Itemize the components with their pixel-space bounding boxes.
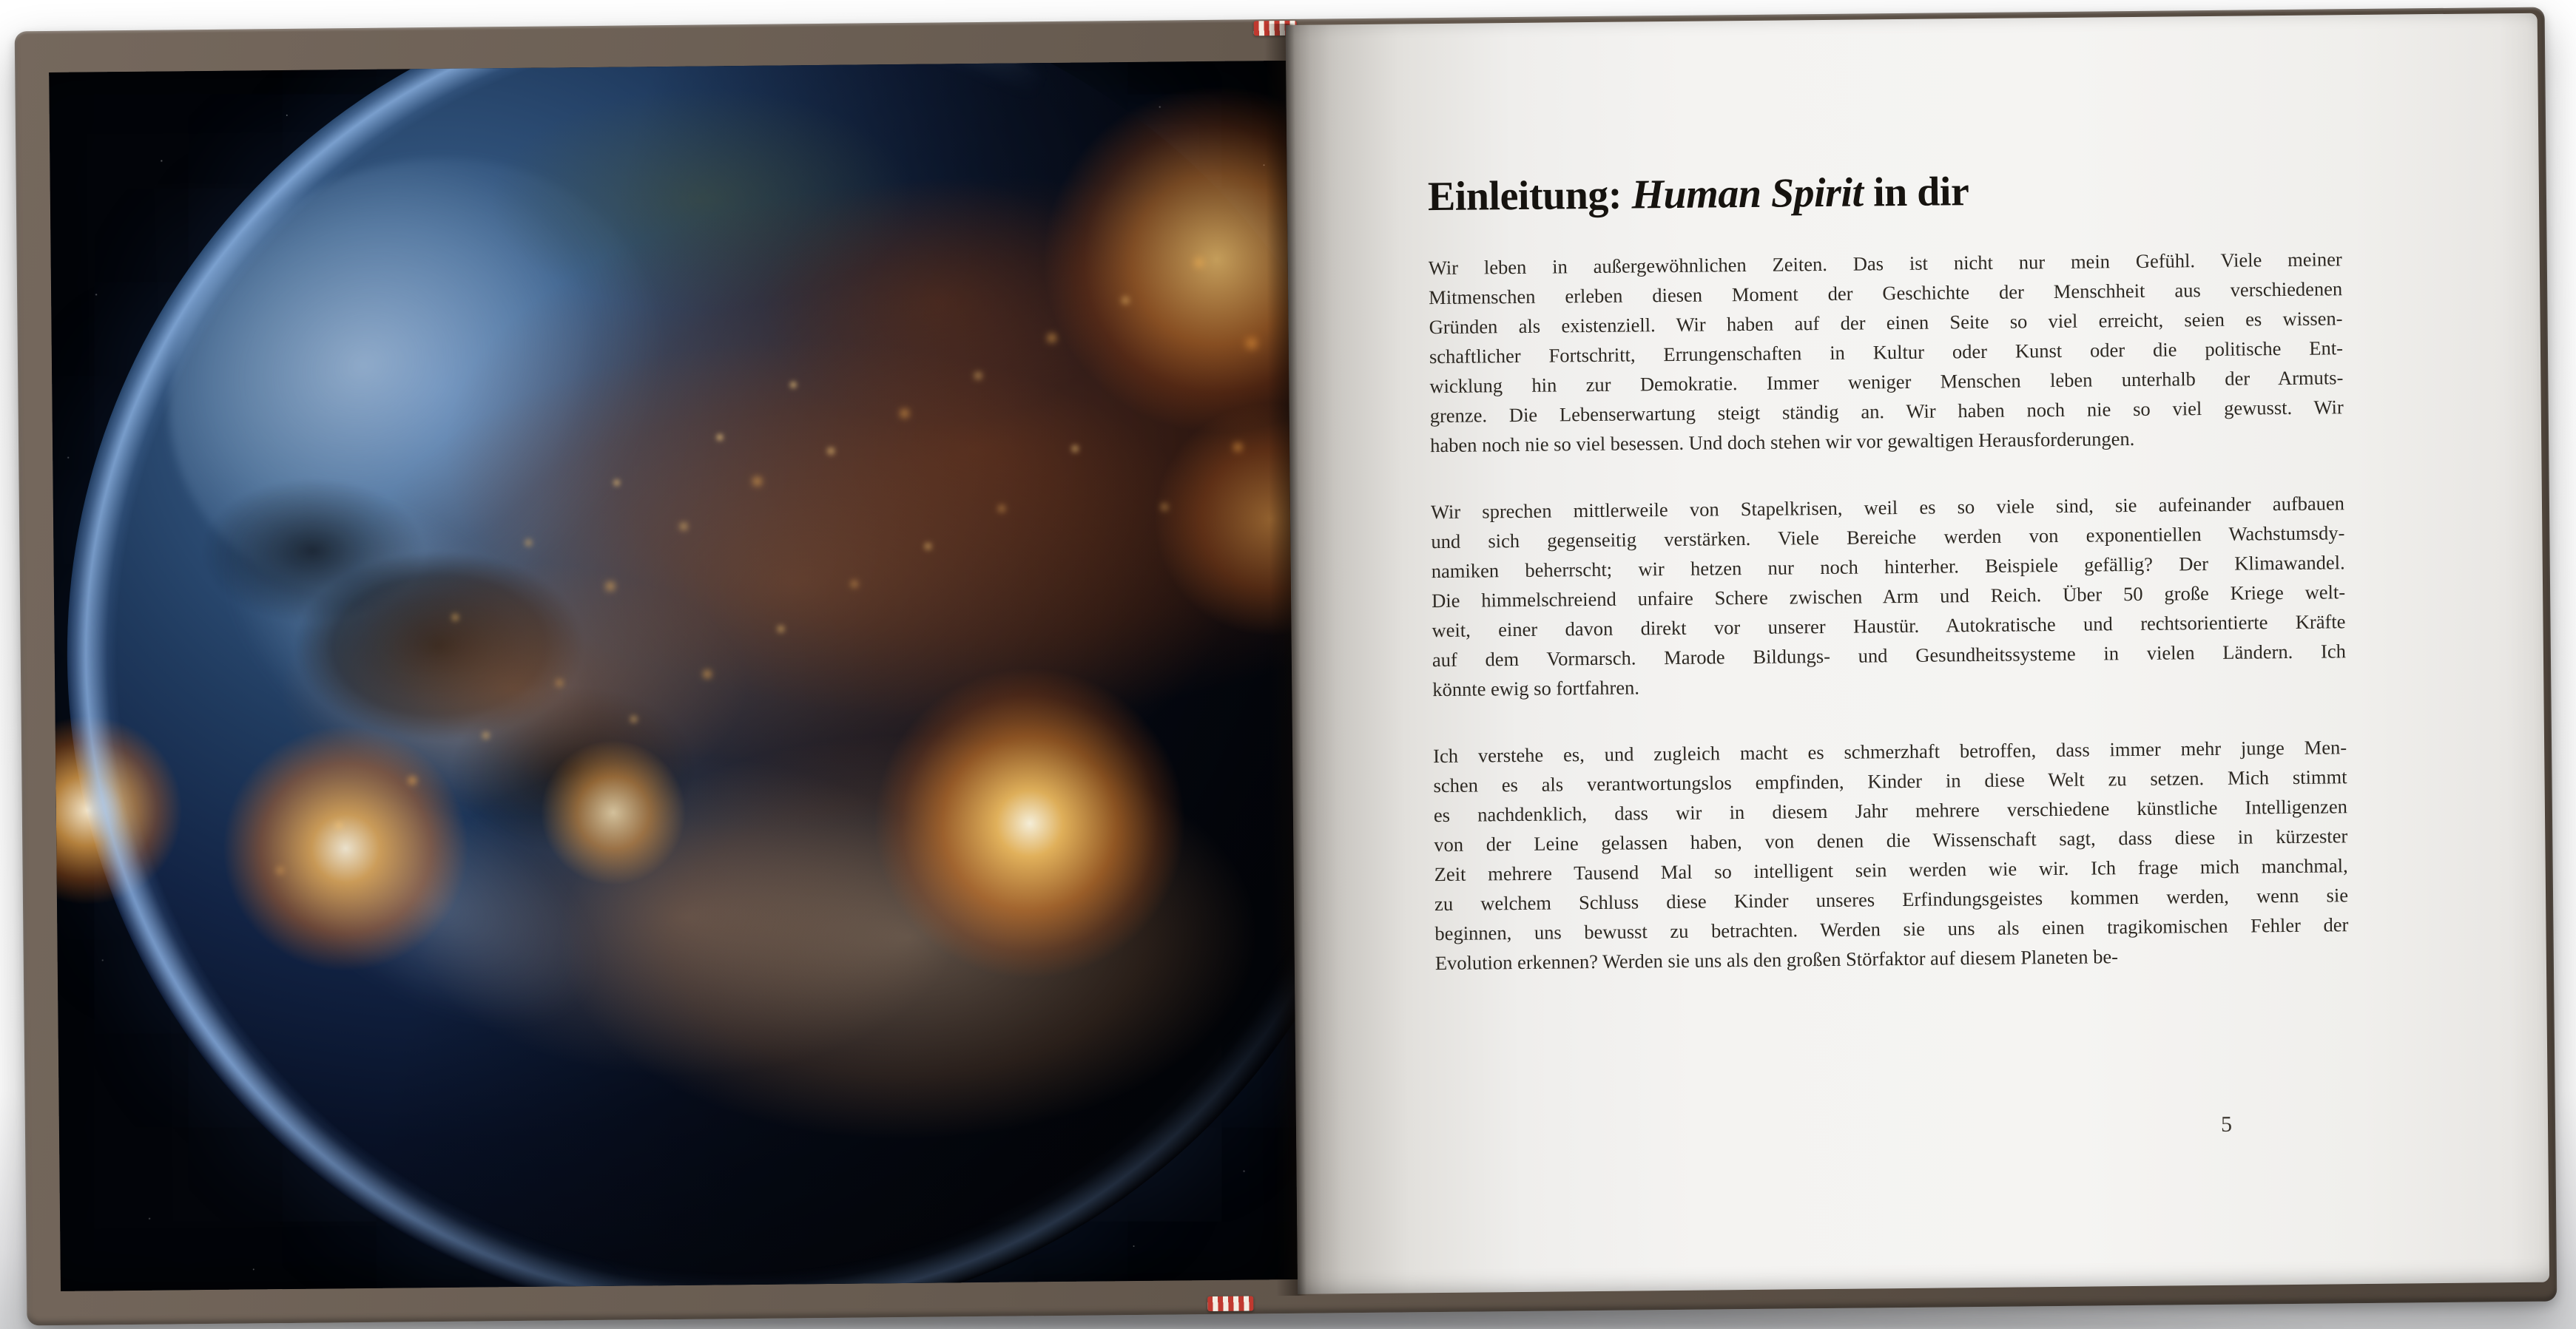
paragraph: [1433, 732, 2349, 978]
text-line: Wir sprechen mittlerweile von Stapelkrisen, weil es so viele sind, sie aufeinander aufbauen: [1430, 492, 2345, 524]
text-line: auf dem Vormarsch. Marode Bildungs- und Gesundheitssysteme in vielen Ländern. Ich: [1432, 640, 2347, 672]
body-text: [1429, 244, 2349, 978]
chapter-title-suffix: in dir: [1863, 169, 1969, 216]
text-line: Die himmelschreiend unfaire Schere zwischen Arm und Reich. Über 50 große Kriege welt-: [1432, 581, 2346, 612]
page-number: 5: [2220, 1112, 2233, 1137]
atmosphere-rim-bottom: [61, 61, 1298, 1291]
open-book: [15, 7, 2558, 1326]
text-line: Zeit mehrere Tausend Mal so intelligent sein werden wie wir. Ich frage mich manchmal,: [1434, 854, 2348, 886]
chapter-title: [1428, 164, 2342, 220]
text-line: es nachdenklich, dass wir in diesem Jahr mehrere verschiedene künstliche Intelligenzen: [1433, 795, 2348, 827]
text-line: Ich verstehe es, und zugleich macht es schmerzhaft betroffen, dass immer mehr junge Men-: [1433, 736, 2347, 768]
text-line: könnte ewig so fortfahren.: [1432, 676, 1640, 701]
text-line: beginnen, uns bewusst zu betrachten. Werden sie uns als einen tragikomischen Fehler der: [1434, 913, 2349, 945]
spine-headband-bottom: [1207, 1296, 1253, 1311]
text-line: weit, einer davon direkt vor unserer Haustür. Autokratische und rechtsorientierte Kräfte: [1432, 610, 2346, 642]
text-line: grenze. Die Lebenserwartung steigt ständig an. Wir haben noch nie so viel gewusst. Wir: [1429, 396, 2344, 427]
paragraph: [1431, 488, 2347, 704]
text-line: von der Leine gelassen haben, von denen die Wissenschaft sagt, dass diese in kürzester: [1434, 825, 2348, 856]
text-line: wicklung hin zur Demokratie. Immer weniger Menschen leben unterhalb der Armuts-: [1429, 366, 2344, 398]
ember-dots: [49, 72, 52, 75]
text-line: zu welchem Schluss diese Kinder unseres Erfindungsgeistes kommen werden, wenn sie: [1434, 884, 2349, 916]
text-line: Wir leben in außergewöhnlichen Zeiten. Das ist nicht nur mein Gefühl. Viele meiner: [1428, 248, 2342, 280]
left-page-photo: [49, 61, 1298, 1291]
right-page: [1286, 13, 2549, 1294]
paragraph: [1429, 244, 2344, 460]
text-line: namiken beherrscht; wir hetzen nur noch hinterher. Beispiele gefällig? Der Klimawandel.: [1431, 551, 2345, 583]
chapter-title-emphasis: Human Spirit: [1631, 169, 1864, 218]
text-line: und sich gegenseitig verstärken. Viele Bereiche werden von exponentiellen Wachstumsdy-: [1431, 521, 2345, 553]
text-line: Evolution erkennen? Werden sie uns als den großen Störfaktor auf diesem Planeten be-: [1434, 945, 2119, 975]
text-line: haben noch nie so viel besessen. Und doch stehen wir vor gewaltigen Herausforderungen.: [1429, 427, 2135, 457]
text-line: Gründen als existenziell. Wir haben auf der einen Seite so viel erreicht, seien es wissen-: [1429, 307, 2343, 339]
text-line: schaftlicher Fortschritt, Errungenschaften in Kultur oder Kunst oder die politische Ent-: [1429, 337, 2344, 368]
text-line: schen es als verantwortungslos empfinden, Kinder in diese Welt zu setzen. Mich stimmt: [1433, 765, 2347, 797]
chapter-title-prefix: Einleitung:: [1427, 172, 1632, 220]
page-content: [1426, 15, 2349, 978]
text-line: Mitmenschen erleben diesen Moment der Geschichte der Menschheit aus verschiedenen: [1429, 277, 2343, 309]
